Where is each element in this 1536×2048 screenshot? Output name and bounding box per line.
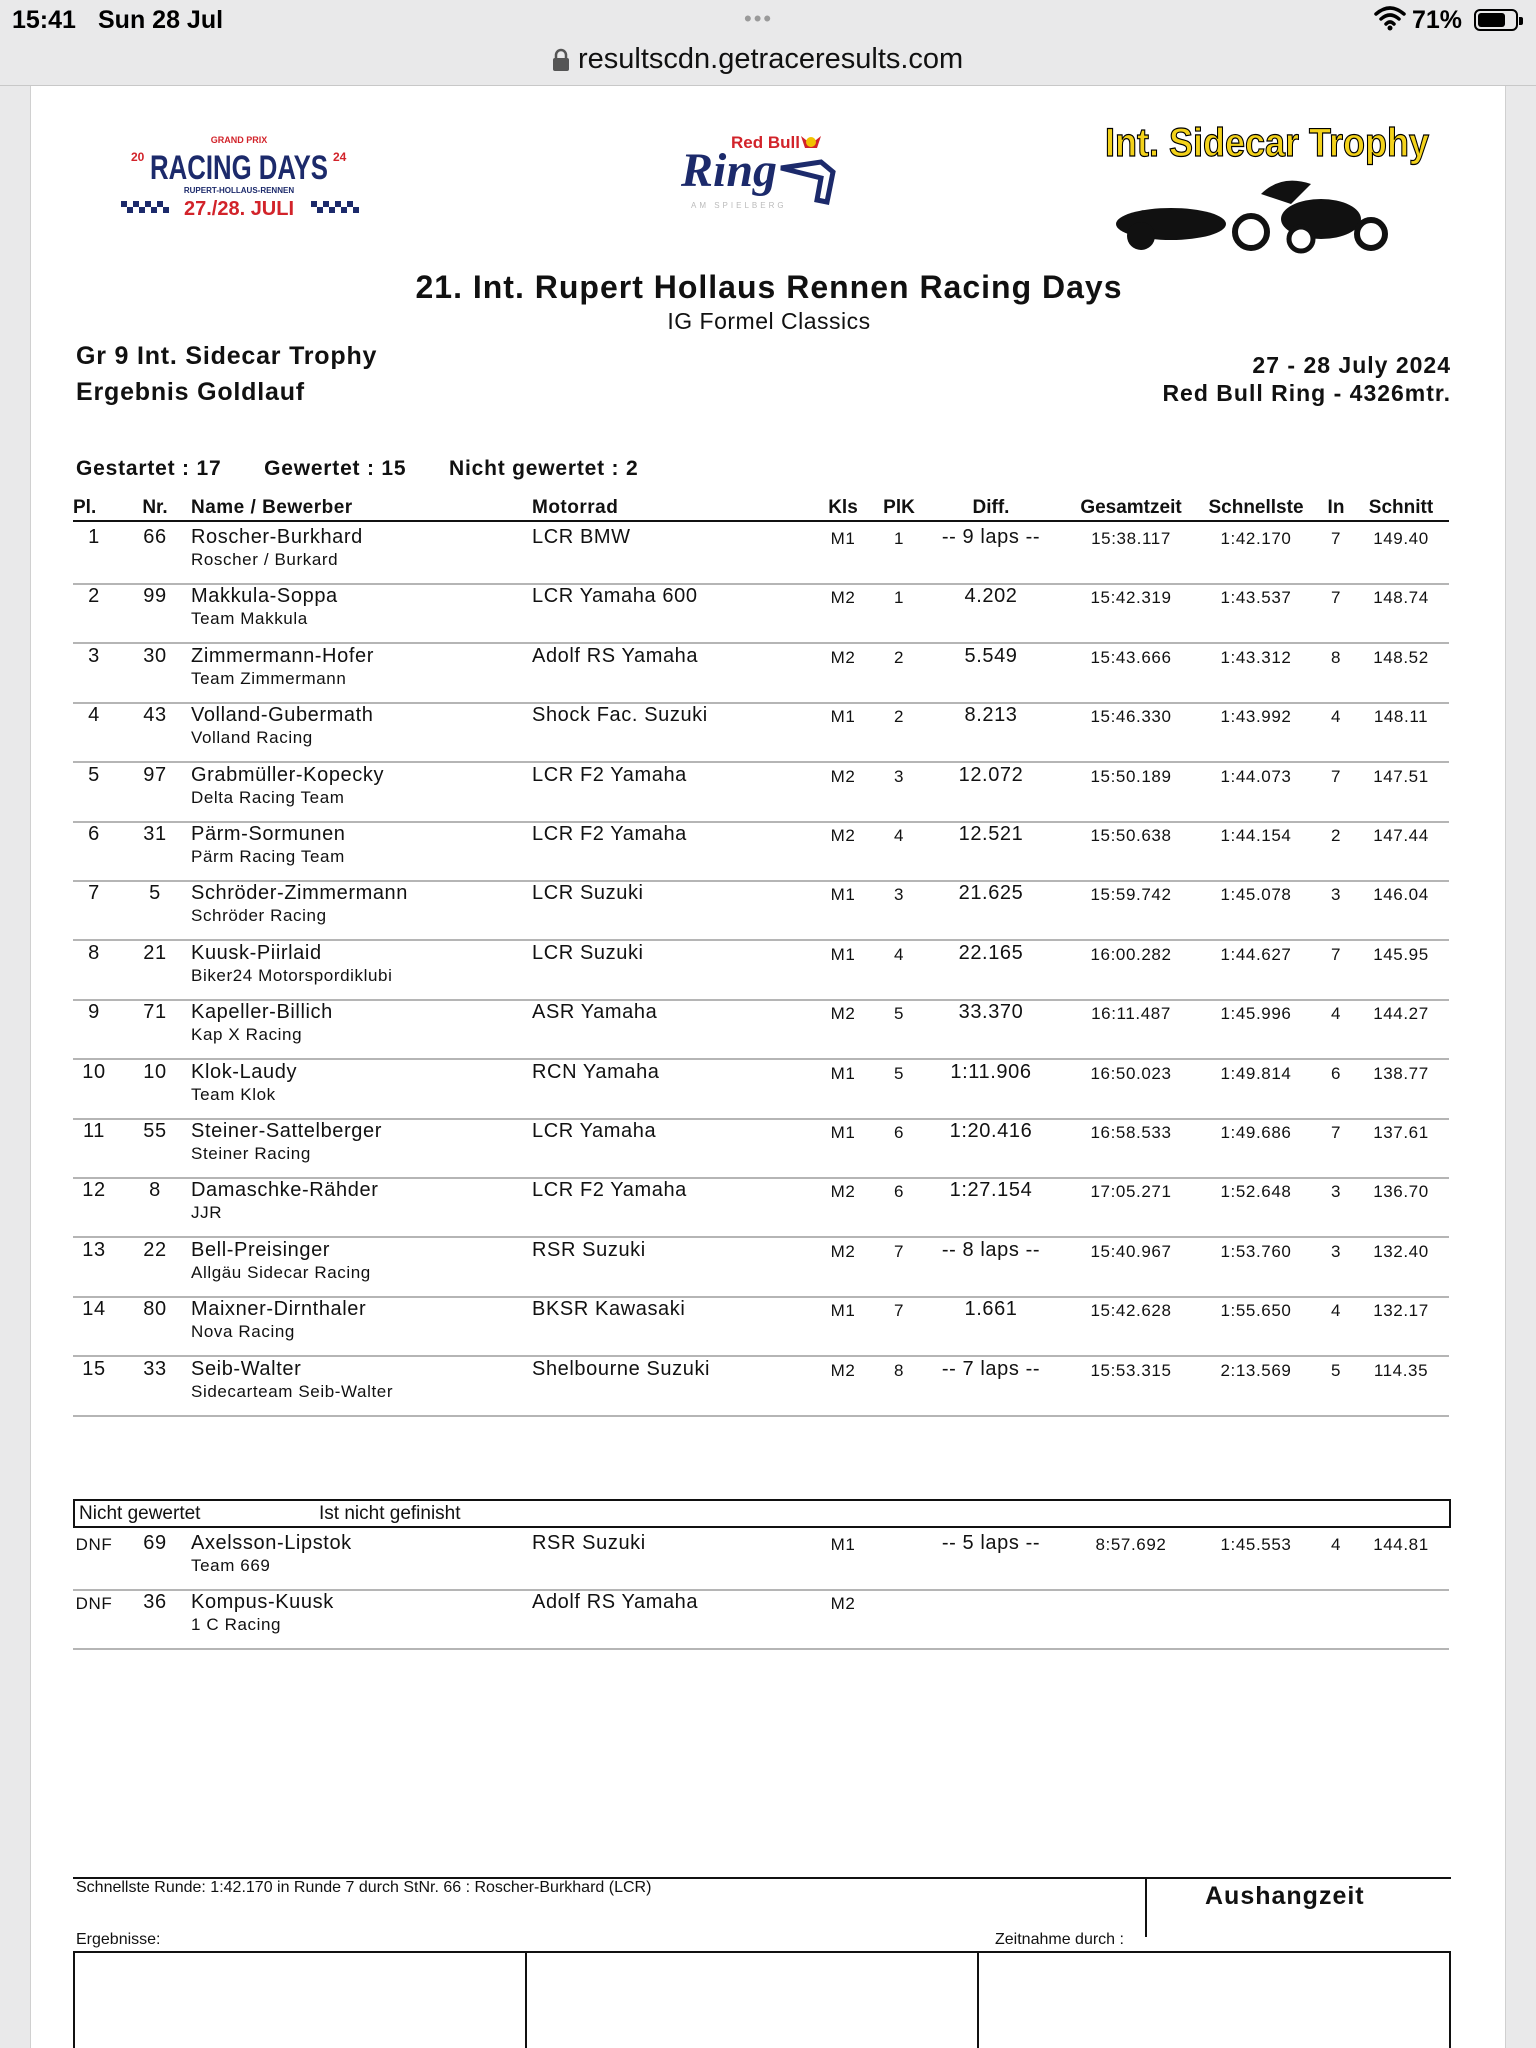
row-gesamtzeit: 15:40.967 — [1090, 1241, 1172, 1261]
row-schnitt: 146.04 — [1373, 885, 1429, 905]
status-bar — [0, 0, 1536, 40]
row-name: Maixner-Dirnthaler — [191, 1298, 367, 1321]
row-motorrad: BKSR Kawasaki — [532, 1298, 686, 1321]
row-pl: 1 — [88, 526, 100, 548]
row-schnellste: 1:42.170 — [1220, 529, 1292, 548]
signature-box-3 — [977, 1951, 1451, 2048]
row-motorrad: LCR F2 Yamaha — [532, 763, 687, 786]
row-in: 7 — [1330, 529, 1342, 548]
row-name: Kuusk-Piirlaid — [191, 941, 322, 964]
row-bewerber: Pärm Racing Team — [191, 847, 345, 866]
row-rule — [73, 1415, 1449, 1417]
row-schnellste: 1:45.996 — [1220, 1004, 1292, 1024]
row-schnitt: 147.44 — [1373, 826, 1429, 845]
row-nr: 43 — [143, 704, 167, 727]
row-pik: 4 — [893, 944, 905, 964]
row-diff: 8.213 — [964, 704, 1018, 727]
col-header-kls: Kls — [828, 497, 858, 518]
table-row — [31, 764, 1507, 823]
table-row — [31, 1358, 1507, 1417]
row-in: 7 — [1330, 766, 1342, 786]
row-pik: 8 — [893, 1360, 905, 1380]
table-row — [31, 1179, 1507, 1238]
row-schnellste: 1:44.073 — [1220, 766, 1292, 786]
row-gesamtzeit: 15:50.189 — [1090, 766, 1172, 786]
row-gesamtzeit: 15:53.315 — [1090, 1360, 1172, 1380]
row-gesamtzeit: 15:50.638 — [1090, 826, 1172, 845]
row-bewerber: Team Klok — [191, 1084, 276, 1104]
col-header-pl: Pl. — [73, 497, 97, 518]
zeitnahme-label: Zeitnahme durch : — [995, 1931, 1124, 1948]
row-name: Makkula-Soppa — [191, 585, 338, 608]
row-diff: 12.521 — [958, 823, 1024, 845]
aushang-label: Aushangzeit — [1205, 1882, 1365, 1910]
table-row — [31, 942, 1507, 1001]
row-name: Kompus-Kuusk — [191, 1591, 334, 1614]
row-pl: DNF — [75, 1535, 113, 1554]
row-gesamtzeit: 16:58.533 — [1090, 1123, 1172, 1142]
row-schnitt: 138.77 — [1373, 1063, 1429, 1083]
red-bull-ring-logo — [661, 126, 881, 216]
row-pik: 2 — [893, 647, 905, 667]
logo-red-bull: Red Bull — [731, 133, 800, 152]
row-motorrad: ASR Yamaha — [532, 1001, 658, 1024]
row-pl: 14 — [82, 1298, 106, 1321]
row-name: Klok-Laudy — [191, 1060, 298, 1083]
row-nr: 31 — [143, 823, 167, 845]
row-motorrad: RSR Suzuki — [532, 1238, 646, 1261]
row-gesamtzeit: 16:11.487 — [1091, 1004, 1171, 1024]
row-schnitt: 144.27 — [1373, 1004, 1429, 1024]
row-schnellste: 1:44.627 — [1220, 944, 1292, 964]
row-in: 3 — [1330, 1182, 1342, 1202]
logo-racing-days: RACING DAYS — [150, 149, 328, 187]
col-header-in: In — [1327, 497, 1345, 518]
row-diff: 1:11.906 — [950, 1060, 1032, 1083]
row-schnellste: 1:49.814 — [1220, 1063, 1292, 1083]
row-pik: 7 — [893, 1241, 905, 1261]
row-schnitt: 147.51 — [1373, 766, 1429, 786]
row-schnitt: 148.11 — [1373, 707, 1429, 727]
row-bewerber: Roscher / Burkard — [191, 550, 339, 569]
row-bewerber: Schröder Racing — [191, 906, 327, 926]
table-row — [31, 882, 1507, 941]
row-schnellste: 1:53.760 — [1220, 1241, 1292, 1261]
row-pik: 3 — [893, 885, 905, 905]
signature-box-1 — [73, 1951, 527, 2048]
table-row — [31, 1061, 1507, 1120]
row-gesamtzeit: 15:42.628 — [1090, 1301, 1172, 1321]
row-gesamtzeit: 8:57.692 — [1095, 1535, 1167, 1554]
row-kls: M2 — [830, 1594, 856, 1614]
row-pik: 1 — [893, 588, 905, 608]
row-motorrad: LCR BMW — [532, 526, 631, 548]
class-name: Gr 9 Int. Sidecar Trophy — [76, 342, 378, 370]
row-gesamtzeit: 15:42.319 — [1090, 588, 1172, 608]
row-pik: 7 — [893, 1301, 905, 1321]
col-header-schnitt: Schnitt — [1368, 497, 1434, 518]
row-name: Seib-Walter — [191, 1357, 302, 1380]
row-diff: -- 7 laps -- — [941, 1357, 1041, 1380]
row-kls: M1 — [830, 707, 856, 727]
document-title: 21. Int. Rupert Hollaus Rennen Racing Days — [415, 269, 1123, 305]
row-nr: 55 — [143, 1120, 167, 1142]
row-nr: 5 — [149, 882, 161, 905]
row-pl: 2 — [88, 585, 100, 608]
row-nr: 30 — [143, 644, 167, 667]
row-name: Bell-Preisinger — [191, 1238, 331, 1261]
url-text[interactable]: resultscdn.getraceresults.com — [578, 43, 964, 75]
row-nr: 99 — [143, 585, 167, 608]
table-row — [31, 585, 1507, 644]
row-bewerber: 1 C Racing — [191, 1615, 282, 1635]
row-motorrad: Adolf RS Yamaha — [532, 1591, 699, 1614]
row-pl: DNF — [75, 1594, 113, 1614]
table-row — [31, 1591, 1507, 1650]
row-bewerber: Team Zimmermann — [191, 668, 347, 688]
logo-sidecar-text: Int. Sidecar Trophy — [1105, 121, 1430, 165]
table-row — [31, 1001, 1507, 1060]
row-bewerber: JJR — [191, 1203, 223, 1223]
row-in: 4 — [1330, 1535, 1342, 1554]
row-motorrad: RCN Yamaha — [532, 1060, 660, 1083]
row-in: 5 — [1330, 1360, 1342, 1380]
row-gesamtzeit: 17:05.271 — [1090, 1182, 1172, 1202]
row-pik: 4 — [893, 826, 905, 845]
row-in: 7 — [1330, 588, 1342, 608]
row-nr: 71 — [143, 1001, 167, 1024]
row-rule — [73, 1648, 1449, 1650]
row-name: Volland-Gubermath — [191, 704, 374, 727]
header-rule — [73, 520, 1449, 522]
row-nr: 22 — [143, 1238, 167, 1261]
row-schnellste: 1:44.154 — [1220, 826, 1292, 845]
count-not-classified: Nicht gewertet : 2 — [449, 457, 639, 480]
multitask-dots-icon[interactable]: ••• — [744, 6, 774, 31]
row-pl: 15 — [82, 1357, 106, 1380]
row-diff: 21.625 — [958, 882, 1024, 905]
row-pik: 2 — [893, 707, 905, 727]
row-schnitt: 145.95 — [1373, 944, 1429, 964]
results-table-header — [31, 497, 1507, 521]
row-nr: 66 — [143, 526, 167, 548]
row-pl: 5 — [88, 763, 100, 786]
row-in: 2 — [1330, 826, 1342, 845]
logo-year-right: 24 — [333, 150, 347, 164]
row-kls: M1 — [830, 944, 856, 964]
row-gesamtzeit: 15:38.117 — [1091, 529, 1171, 548]
row-name: Schröder-Zimmermann — [191, 882, 409, 905]
row-diff: 1:27.154 — [949, 1179, 1033, 1202]
row-nr: 10 — [143, 1060, 167, 1083]
row-bewerber: Volland Racing — [191, 728, 313, 748]
table-row — [31, 704, 1507, 763]
table-row — [31, 526, 1507, 585]
row-in: 6 — [1330, 1063, 1342, 1083]
row-nr: 21 — [143, 941, 167, 964]
row-schnellste: 1:45.078 — [1220, 885, 1292, 905]
sidecar-trophy-logo — [1101, 114, 1431, 254]
row-diff: -- 9 laps -- — [941, 526, 1041, 548]
signature-box-2 — [525, 1951, 979, 2048]
row-pik: 6 — [893, 1123, 905, 1142]
row-schnitt: 132.17 — [1373, 1301, 1429, 1321]
row-kls: M2 — [830, 1241, 856, 1261]
row-schnitt: 144.81 — [1373, 1535, 1429, 1554]
not-classified-reason: Ist nicht gefinisht — [319, 1503, 461, 1524]
row-gesamtzeit: 15:43.666 — [1090, 647, 1172, 667]
row-motorrad: LCR Suzuki — [532, 941, 644, 964]
row-pl: 13 — [82, 1238, 106, 1261]
table-row — [31, 823, 1507, 882]
row-nr: 33 — [143, 1357, 167, 1380]
row-name: Steiner-Sattelberger — [191, 1120, 382, 1142]
row-diff: -- 5 laps -- — [941, 1532, 1041, 1554]
row-nr: 80 — [143, 1298, 167, 1321]
row-schnitt: 137.61 — [1373, 1123, 1429, 1142]
row-name: Damaschke-Rähder — [191, 1179, 379, 1202]
row-pl: 11 — [83, 1120, 105, 1142]
row-in: 3 — [1330, 885, 1342, 905]
row-bewerber: Sidecarteam Seib-Walter — [191, 1381, 394, 1401]
row-nr: 69 — [143, 1532, 167, 1554]
row-schnitt: 114.35 — [1373, 1360, 1429, 1380]
row-kls: M1 — [830, 1535, 856, 1554]
logo-subtitle: RUPERT-HOLLAUS-RENNEN — [183, 186, 295, 195]
table-row — [31, 1120, 1507, 1179]
row-motorrad: LCR Yamaha — [532, 1120, 657, 1142]
row-gesamtzeit: 16:00.282 — [1090, 944, 1172, 964]
row-kls: M1 — [830, 1063, 856, 1083]
row-diff: 22.165 — [958, 941, 1024, 964]
document-subtitle: IG Formel Classics — [667, 308, 871, 334]
event-venue: Red Bull Ring - 4326mtr. — [1162, 380, 1451, 406]
row-kls: M2 — [830, 1004, 856, 1024]
footer-divider — [1145, 1877, 1147, 1937]
row-kls: M1 — [830, 529, 856, 548]
row-kls: M2 — [830, 1360, 856, 1380]
row-kls: M2 — [830, 588, 856, 608]
battery-icon — [1474, 9, 1518, 31]
row-diff: 33.370 — [958, 1001, 1024, 1024]
row-pl: 12 — [82, 1179, 106, 1202]
row-name: Axelsson-Lipstok — [191, 1532, 352, 1554]
row-pik: 1 — [893, 529, 905, 548]
row-gesamtzeit: 16:50.023 — [1090, 1063, 1172, 1083]
row-diff: 5.549 — [964, 644, 1018, 667]
row-pl: 8 — [88, 941, 100, 964]
row-motorrad: RSR Suzuki — [532, 1532, 646, 1554]
status-time: 15:41 — [12, 6, 76, 34]
row-gesamtzeit: 15:46.330 — [1090, 707, 1172, 727]
row-in: 4 — [1330, 1301, 1342, 1321]
col-header-pik: PlK — [883, 497, 915, 518]
row-schnellste: 1:49.686 — [1220, 1123, 1292, 1142]
count-started: Gestartet : 17 — [76, 457, 222, 480]
row-in: 8 — [1330, 647, 1342, 667]
row-kls: M2 — [830, 647, 856, 667]
row-schnitt: 132.40 — [1373, 1241, 1429, 1261]
row-schnitt: 148.74 — [1373, 588, 1429, 608]
row-gesamtzeit: 15:59.742 — [1090, 885, 1172, 905]
count-classified: Gewertet : 15 — [264, 457, 407, 480]
row-in: 7 — [1330, 1123, 1342, 1142]
table-row — [31, 645, 1507, 704]
row-kls: M1 — [830, 885, 856, 905]
row-schnellste: 1:52.648 — [1220, 1182, 1292, 1202]
row-nr: 8 — [149, 1179, 161, 1202]
row-schnellste: 1:45.553 — [1220, 1535, 1292, 1554]
logo-dates: 27./28. JULI — [183, 198, 295, 220]
col-header-gesamtzeit: Gesamtzeit — [1080, 497, 1182, 518]
row-bewerber: Kap X Racing — [191, 1025, 303, 1045]
row-pik: 5 — [893, 1004, 905, 1024]
row-diff: 4.202 — [964, 585, 1018, 608]
logo-ring: Ring — [681, 144, 778, 197]
row-schnellste: 1:55.650 — [1220, 1301, 1292, 1321]
row-name: Pärm-Sormunen — [191, 823, 346, 845]
row-kls: M1 — [830, 1123, 856, 1142]
row-pl: 3 — [88, 644, 100, 667]
row-schnitt: 149.40 — [1373, 529, 1429, 548]
row-motorrad: Shelbourne Suzuki — [532, 1357, 711, 1380]
logo-spielberg: AM SPIELBERG — [691, 201, 787, 210]
row-bewerber: Delta Racing Team — [191, 787, 345, 807]
row-schnitt: 148.52 — [1373, 647, 1429, 667]
row-name: Kapeller-Billich — [191, 1001, 333, 1024]
row-diff: 1.661 — [964, 1298, 1018, 1321]
row-kls: M2 — [830, 766, 856, 786]
fastest-lap-note: Schnellste Runde: 1:42.170 in Runde 7 durch StNr. 66 : Roscher-Burkhard (LCR) — [76, 1879, 652, 1896]
row-pik: 3 — [893, 766, 905, 786]
row-nr: 97 — [143, 763, 167, 786]
results-document — [30, 86, 1506, 2048]
row-in: 3 — [1330, 1241, 1342, 1261]
row-diff: 1:20.416 — [949, 1120, 1033, 1142]
row-motorrad: Shock Fac. Suzuki — [532, 704, 708, 727]
row-schnellste: 1:43.992 — [1220, 707, 1292, 727]
row-bewerber: Team Makkula — [191, 609, 308, 629]
row-kls: M2 — [830, 826, 856, 845]
row-motorrad: LCR Yamaha 600 — [532, 585, 698, 608]
row-pl: 7 — [88, 882, 100, 905]
logo-grand-prix: GRAND PRIX — [210, 135, 268, 145]
row-pl: 4 — [88, 704, 100, 727]
table-row — [31, 1298, 1507, 1357]
status-date: Sun 28 Jul — [98, 6, 224, 34]
row-name: Zimmermann-Hofer — [191, 644, 374, 667]
row-bewerber: Nova Racing — [191, 1322, 295, 1342]
row-motorrad: LCR F2 Yamaha — [532, 823, 687, 845]
not-classified-header — [73, 1499, 1451, 1528]
col-header-diff: Diff. — [972, 497, 1010, 518]
row-pl: 6 — [88, 823, 100, 845]
row-diff: 12.072 — [958, 763, 1024, 786]
col-header-nr: Nr. — [142, 497, 168, 518]
row-in: 7 — [1330, 944, 1342, 964]
row-pl: 10 — [82, 1060, 106, 1083]
ergebnisse-label: Ergebnisse: — [76, 1931, 161, 1948]
row-in: 4 — [1330, 1004, 1342, 1024]
wifi-icon — [1374, 4, 1406, 32]
racing-days-logo — [119, 131, 359, 231]
row-motorrad: LCR Suzuki — [532, 882, 644, 905]
table-row — [31, 1532, 1507, 1591]
entry-counts — [76, 457, 674, 481]
row-name: Grabmüller-Kopecky — [191, 763, 385, 786]
address-bar[interactable] — [0, 40, 1536, 86]
lock-icon — [552, 48, 570, 72]
not-classified-label: Nicht gewertet — [79, 1503, 201, 1524]
row-pl: 9 — [88, 1001, 100, 1024]
col-header-name: Name / Bewerber — [191, 497, 353, 518]
row-schnitt: 136.70 — [1373, 1182, 1429, 1202]
row-motorrad: Adolf RS Yamaha — [532, 644, 699, 667]
row-name: Roscher-Burkhard — [191, 526, 363, 548]
row-in: 4 — [1330, 707, 1342, 727]
row-kls: M2 — [830, 1182, 856, 1202]
row-bewerber: Steiner Racing — [191, 1144, 311, 1163]
battery-percent: 71% — [1412, 6, 1463, 34]
run-name: Ergebnis Goldlauf — [76, 378, 305, 406]
row-diff: -- 8 laps -- — [941, 1238, 1041, 1261]
row-schnellste: 1:43.312 — [1220, 647, 1292, 667]
row-nr: 36 — [143, 1591, 167, 1614]
row-bewerber: Biker24 Motorspordiklubi — [191, 965, 393, 985]
row-schnellste: 1:43.537 — [1220, 588, 1292, 608]
col-header-motorrad: Motorrad — [532, 497, 619, 518]
row-motorrad: LCR F2 Yamaha — [532, 1179, 687, 1202]
row-pik: 5 — [893, 1063, 905, 1083]
row-pik: 6 — [893, 1182, 905, 1202]
row-schnellste: 2:13.569 — [1220, 1360, 1292, 1380]
table-row — [31, 1239, 1507, 1298]
row-kls: M1 — [830, 1301, 856, 1321]
row-bewerber: Team 669 — [191, 1556, 271, 1575]
row-bewerber: Allgäu Sidecar Racing — [191, 1262, 371, 1282]
logo-year-left: 20 — [131, 150, 145, 164]
event-date: 27 - 28 July 2024 — [1252, 352, 1451, 378]
col-header-schnellste: Schnellste — [1208, 497, 1304, 518]
